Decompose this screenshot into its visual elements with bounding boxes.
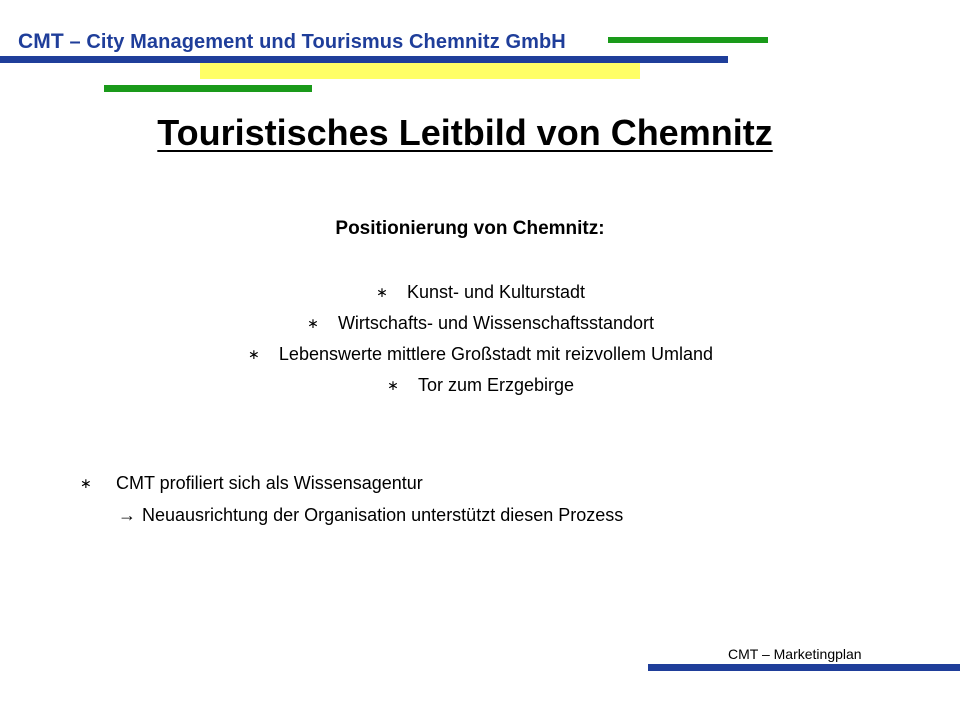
header-brand: CMT — [18, 30, 64, 53]
positioning-list — [0, 280, 960, 404]
slide-title: Touristisches Leitbild von Chemnitz — [157, 112, 773, 153]
header-company-name — [18, 30, 566, 54]
asterisk-bullet-icon: ∗ — [307, 315, 319, 331]
decor-bar-blue-footer — [648, 664, 960, 671]
agency-statement-block — [80, 470, 623, 534]
arrow-right-icon: → — [118, 505, 136, 525]
agency-statement-text: CMT profiliert sich als Wissensagentur — [116, 473, 423, 493]
footer-label: CMT – Marketingplan — [728, 646, 862, 662]
list-item — [0, 342, 960, 373]
decor-bar-green-top — [608, 37, 768, 43]
list-item-text: Kunst- und Kulturstadt — [406, 282, 586, 302]
list-item — [0, 373, 960, 404]
list-item-text: Wirtschafts- und Wissenschaftsstandort — [337, 313, 655, 333]
list-item-text: Lebenswerte mittlere Großstadt mit reizvollem Umland — [278, 344, 714, 364]
decor-bar-blue-top — [0, 56, 728, 63]
header-company: – City Management und Tourismus Chemnitz GmbH — [63, 31, 566, 53]
decor-bar-yellow — [200, 63, 640, 79]
list-item — [0, 311, 960, 342]
asterisk-bullet-icon: ∗ — [80, 475, 92, 491]
list-item — [0, 280, 960, 311]
list-item-text: Tor zum Erzgebirge — [417, 375, 575, 395]
asterisk-bullet-icon: ∗ — [248, 346, 260, 362]
asterisk-bullet-icon: ∗ — [376, 284, 388, 300]
positioning-heading: Positionierung von Chemnitz: — [335, 218, 605, 239]
agency-consequence — [80, 502, 623, 534]
asterisk-bullet-icon: ∗ — [387, 377, 399, 393]
agency-statement — [80, 470, 623, 502]
agency-consequence-text: Neuausrichtung der Organisation unterstützt diesen Prozess — [142, 505, 624, 525]
decor-bar-green-bottom — [104, 85, 312, 92]
